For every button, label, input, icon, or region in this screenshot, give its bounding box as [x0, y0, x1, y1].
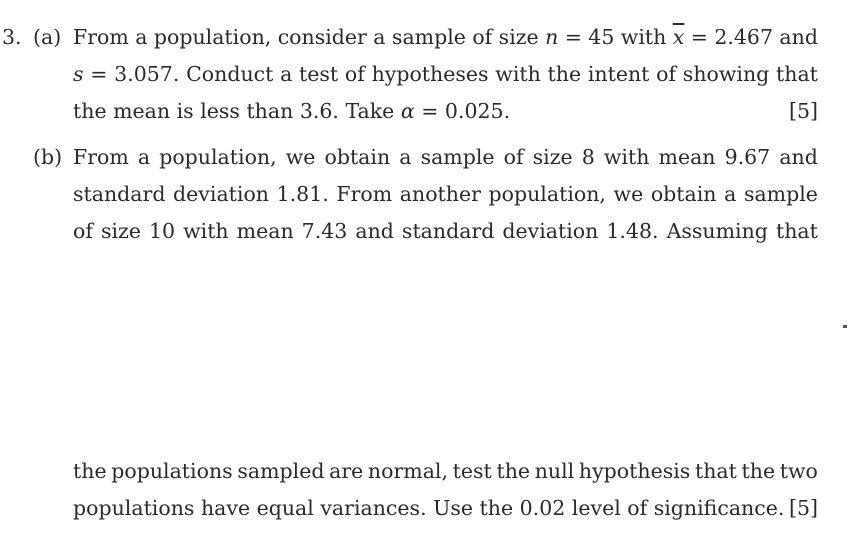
word: with: [495, 62, 541, 86]
word: null: [534, 459, 575, 483]
word: deviation: [173, 182, 270, 206]
word: with: [620, 25, 667, 49]
word: hypothesis: [578, 459, 691, 483]
word: mean: [658, 145, 716, 169]
word: hypotheses: [371, 62, 489, 86]
word: a: [724, 182, 737, 206]
scan-mark: [843, 325, 847, 328]
word: size: [498, 25, 539, 49]
word: and: [355, 219, 394, 243]
word: obtain: [650, 182, 717, 206]
word: Assuming: [666, 219, 768, 243]
word: From: [73, 145, 129, 169]
word: and: [779, 25, 818, 49]
word: 3.057.: [114, 62, 180, 86]
word: a: [280, 62, 293, 86]
word: consider: [277, 25, 367, 49]
part-b-label: (b): [33, 145, 63, 169]
word: 7.43: [301, 219, 348, 243]
part-b-line-2: [73, 184, 818, 205]
word: population,: [488, 182, 606, 206]
word: test: [299, 62, 339, 86]
part-a-line-1: [73, 27, 818, 48]
word: population,: [153, 25, 272, 49]
part-b-line-5: populations have equal variances. Use the 0.02 level of significance.: [73, 496, 785, 520]
word: that: [694, 459, 737, 483]
word: of: [503, 145, 524, 169]
word: =: [690, 25, 708, 49]
word: test: [452, 459, 492, 483]
word: 9.67: [724, 145, 771, 169]
word: sample: [420, 145, 495, 169]
part-b-line-1: [73, 147, 818, 168]
word: size: [100, 219, 141, 243]
word: of: [472, 25, 493, 49]
word: another: [399, 182, 481, 206]
part-a-marks: [5]: [788, 99, 818, 123]
word: the: [741, 459, 776, 483]
word: From: [336, 182, 393, 206]
word: two: [779, 459, 818, 483]
word: s: [73, 62, 84, 86]
part-b-marks: [5]: [788, 496, 818, 520]
word: 1.48.: [606, 219, 659, 243]
word: $\overline{x}$: [672, 25, 685, 49]
word: mean: [236, 219, 294, 243]
part-a-label: (a): [33, 25, 62, 49]
word: of: [73, 219, 93, 243]
question-number: 3.: [2, 25, 22, 49]
word: sample: [743, 182, 818, 206]
part-b-line-4: [73, 461, 818, 482]
word: 8: [581, 145, 595, 169]
word: normal,: [367, 459, 448, 483]
word: size: [532, 145, 573, 169]
word: that: [776, 62, 818, 86]
word: intent: [587, 62, 650, 86]
word: 1.81.: [276, 182, 329, 206]
word: =: [90, 62, 108, 86]
word: From: [73, 25, 129, 49]
word: sample: [391, 25, 466, 49]
word: of: [656, 62, 677, 86]
word: standard: [401, 219, 495, 243]
word: obtain: [324, 145, 391, 169]
word: a: [373, 25, 386, 49]
word: are: [329, 459, 364, 483]
word: populations: [111, 459, 233, 483]
word: and: [779, 145, 818, 169]
part-b-line-3: [73, 221, 818, 242]
word: 10: [148, 219, 176, 243]
word: the: [547, 62, 582, 86]
word: 2.467: [714, 25, 773, 49]
word: of: [344, 62, 365, 86]
part-a-line-3: the mean is less than 3.6. Take α = 0.025.: [73, 99, 511, 123]
word: Conduct: [186, 62, 274, 86]
word: standard: [73, 182, 166, 206]
word: we: [285, 145, 316, 169]
word: that: [775, 219, 818, 243]
part-a-line-2: [73, 64, 818, 85]
word: a: [399, 145, 412, 169]
word: =: [564, 25, 582, 49]
word: a: [135, 25, 148, 49]
word: with: [603, 145, 650, 169]
word: with: [183, 219, 229, 243]
word: we: [613, 182, 644, 206]
word: 45: [588, 25, 615, 49]
word: showing: [682, 62, 770, 86]
word: population,: [159, 145, 277, 169]
word: the: [73, 459, 107, 483]
word: sampled: [237, 459, 325, 483]
word: n: [545, 25, 559, 49]
word: a: [137, 145, 151, 169]
word: deviation: [502, 219, 599, 243]
word: the: [496, 459, 531, 483]
